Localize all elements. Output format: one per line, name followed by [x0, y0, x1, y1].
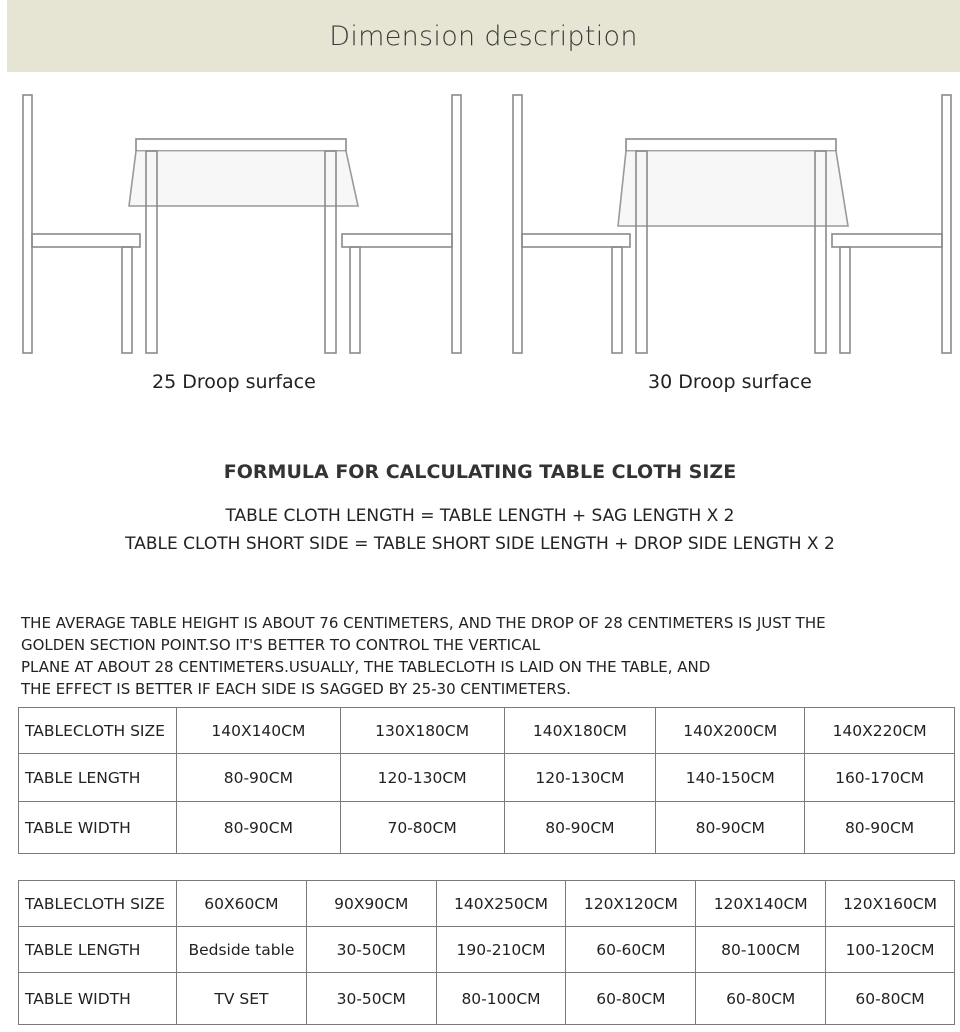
table-cell: 60X60CM: [176, 881, 306, 927]
table-cell: 140-150CM: [656, 754, 805, 802]
table-cell: 70-80CM: [340, 802, 504, 854]
formula-title: FORMULA FOR CALCULATING TABLE CLOTH SIZE: [223, 461, 737, 483]
row-label: TABLECLOTH SIZE: [19, 708, 177, 754]
table-cell: 120X160CM: [826, 881, 955, 927]
table-cell: 80-90CM: [176, 754, 340, 802]
row-label: TABLECLOTH SIZE: [19, 881, 177, 927]
table-cell: 140X250CM: [436, 881, 566, 927]
row-label: TABLE LENGTH: [19, 754, 177, 802]
note-line: GOLDEN SECTION POINT.SO IT'S BETTER TO CONTROL THE VERTICAL: [21, 636, 541, 654]
table-cell: 60-80CM: [566, 973, 696, 1025]
note-line: PLANE AT ABOUT 28 CENTIMETERS.USUALLY, THE TABLECLOTH IS LAID ON THE TABLE, AND: [21, 658, 711, 676]
table-row: [19, 708, 955, 754]
table-cell: 140X140CM: [176, 708, 340, 754]
table-cell: 60-80CM: [696, 973, 826, 1025]
size-table-1: [18, 707, 955, 854]
table-cell: 80-100CM: [696, 927, 826, 973]
table-cell: 30-50CM: [306, 973, 436, 1025]
table-cell: 80-90CM: [805, 802, 955, 854]
table-cell: 80-90CM: [504, 802, 656, 854]
note-paragraph: [21, 612, 921, 700]
note-line: THE AVERAGE TABLE HEIGHT IS ABOUT 76 CENTIMETERS, AND THE DROP OF 28 CENTIMETERS IS JUST THE: [21, 614, 826, 632]
table-cell: 190-210CM: [436, 927, 566, 973]
formula-line-length: TABLE CLOTH LENGTH = TABLE LENGTH + SAG LENGTH X 2: [225, 506, 735, 526]
table-cell: 120-130CM: [504, 754, 656, 802]
table-row: [19, 881, 955, 927]
table-cell: 120-130CM: [340, 754, 504, 802]
table-cell: 120X140CM: [696, 881, 826, 927]
table-illustration-30: [508, 90, 958, 358]
table-cell: 130X180CM: [340, 708, 504, 754]
note-line: THE EFFECT IS BETTER IF EACH SIDE IS SAGGED BY 25-30 CENTIMETERS.: [21, 680, 571, 698]
row-label: TABLE LENGTH: [19, 927, 177, 973]
row-label: TABLE WIDTH: [19, 802, 177, 854]
size-table-2: [18, 880, 955, 1025]
table-cell: 140X200CM: [656, 708, 805, 754]
table-cell: 160-170CM: [805, 754, 955, 802]
table-cell: 90X90CM: [306, 881, 436, 927]
table-cell: 140X180CM: [504, 708, 656, 754]
table-cell: 60-60CM: [566, 927, 696, 973]
table-cell: 30-50CM: [306, 927, 436, 973]
table-illustration-25: [18, 90, 468, 358]
table-cell: 80-90CM: [176, 802, 340, 854]
table-cell: 60-80CM: [826, 973, 955, 1025]
table-row: [19, 973, 955, 1025]
table-cell: TV SET: [176, 973, 306, 1025]
table-row: [19, 754, 955, 802]
table-cell: 120X120CM: [566, 881, 696, 927]
table-cell: 80-90CM: [656, 802, 805, 854]
table-row: [19, 927, 955, 973]
table-cell: 140X220CM: [805, 708, 955, 754]
table-cell: Bedside table: [176, 927, 306, 973]
caption-25-droop: 25 Droop surface: [152, 371, 316, 393]
table-row: [19, 802, 955, 854]
table-cell: 100-120CM: [826, 927, 955, 973]
row-label: TABLE WIDTH: [19, 973, 177, 1025]
caption-30-droop: 30 Droop surface: [648, 371, 812, 393]
table-cell: 80-100CM: [436, 973, 566, 1025]
header-banner: [7, 0, 960, 72]
page-title: Dimension description: [329, 20, 638, 52]
formula-line-short-side: TABLE CLOTH SHORT SIDE = TABLE SHORT SIDE LENGTH + DROP SIDE LENGTH X 2: [125, 534, 835, 554]
